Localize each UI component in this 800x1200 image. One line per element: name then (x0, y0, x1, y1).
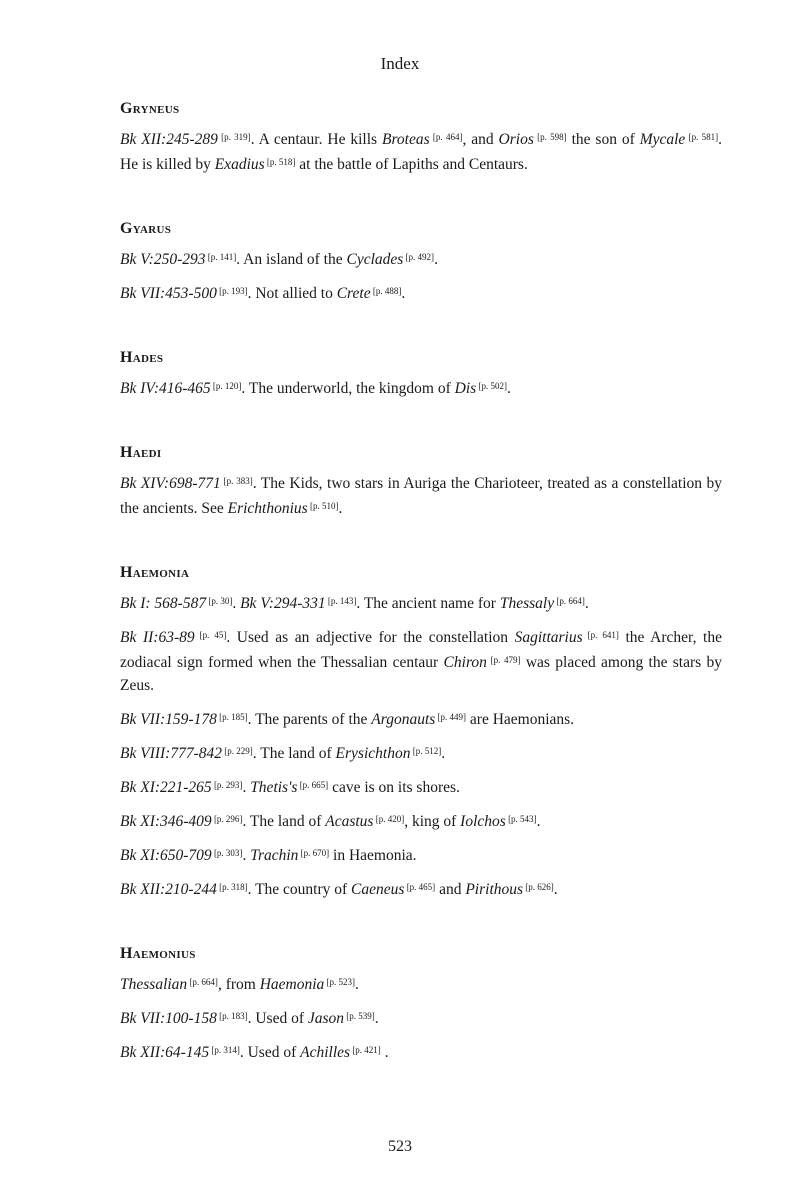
page-reference-link[interactable]: [p. 449] (435, 712, 467, 722)
entry-text: . (232, 595, 241, 612)
page-reference-link[interactable]: [p. 193] (216, 286, 248, 296)
entry-text: . The land of (252, 745, 336, 762)
entry-text: . The country of (247, 881, 352, 898)
page-reference-link[interactable]: [p. 141] (205, 252, 237, 262)
page-reference-link[interactable]: [p. 45] (194, 630, 227, 640)
page-reference-link[interactable]: [p. 314] (209, 1045, 240, 1055)
entry-reference-text: Haemonia (259, 976, 325, 993)
entry-reference-text: Thetis's (250, 779, 298, 796)
entry-text: , king of (404, 813, 461, 830)
entry-paragraph (120, 1005, 722, 1030)
entry-text: . A centaur. He kills (250, 131, 382, 148)
entry-text: . (338, 500, 343, 517)
entry-reference-text: Bk XIV:698-771 (120, 475, 221, 492)
entry-reference-text: Bk I: 568-587 (120, 595, 207, 612)
entry-reference-text: Bk IV:416-465 (120, 380, 211, 397)
entry-reference-text: Cyclades (346, 251, 404, 268)
entry-text: was placed among the stars by Zeus. (120, 654, 722, 694)
entry-text: . (553, 881, 558, 898)
page-reference-link[interactable]: [p. 183] (216, 1011, 248, 1021)
entry-text: , and (462, 131, 499, 148)
entry-reference-text: Jason (307, 1010, 345, 1027)
entry-paragraph (120, 375, 722, 400)
entry-paragraph (120, 842, 722, 867)
entry-reference-text: Dis (454, 380, 477, 397)
entry-paragraph (120, 246, 722, 271)
entry-text: . The Kids, two stars in Auriga the Charioteer, treated as a constellation by the ancients. See (120, 475, 723, 517)
entry-text: . (374, 1010, 379, 1027)
entry-text: . (536, 813, 541, 830)
page-reference-link[interactable]: [p. 465] (404, 882, 436, 892)
entry-reference-text: Erysichthon (335, 745, 411, 762)
entry-paragraph (120, 706, 722, 731)
entry-reference-text: Mycale (639, 131, 686, 148)
entry-reference-text: Trachin (250, 847, 299, 864)
page-reference-link[interactable]: [p. 488] (370, 286, 402, 296)
page-reference-link[interactable]: [p. 318] (216, 882, 248, 892)
entry-reference-text: Bk VIII:777-842 (120, 745, 222, 762)
entry-reference-text: Iolchos (460, 813, 506, 830)
entry-title: Gyarus (120, 220, 172, 237)
entry-reference-text: Bk VII:100-158 (120, 1010, 217, 1027)
entry-paragraph (120, 470, 722, 520)
entry-text: . The ancient name for (356, 595, 500, 612)
entry-reference-text: Crete (336, 285, 371, 302)
entry-reference-text: Bk XII:210-244 (120, 881, 217, 898)
entry-reference-text: Bk VII:453-500 (120, 285, 217, 302)
entry-reference-text: Bk VII:159-178 (120, 711, 217, 728)
entry-text: . The parents of the (247, 711, 372, 728)
page-reference-link[interactable]: [p. 510] (307, 501, 339, 511)
page-reference-link[interactable]: [p. 319] (217, 132, 251, 142)
entry-text: . The underworld, the kingdom of (241, 380, 455, 397)
entry-paragraph (120, 126, 722, 176)
entry-text: the Archer, the zodiacal sign formed when the Thessalian centaur (120, 629, 722, 671)
entry-reference-text: Chiron (443, 654, 487, 671)
entry-reference-text: Bk XI:221-265 (120, 779, 212, 796)
entry-reference-text: Pirithous (465, 881, 524, 898)
entry-reference-text: Acastus (325, 813, 374, 830)
page-reference-link[interactable]: [p. 581] (685, 132, 719, 142)
page-reference-link[interactable]: [p. 512] (410, 746, 442, 756)
entry-reference-text: Caeneus (351, 881, 405, 898)
index-entry (120, 220, 722, 305)
running-header: Index (380, 54, 420, 73)
entry-reference-text: Exadius (214, 156, 265, 173)
entry-text: . (434, 251, 438, 268)
index-entry (120, 564, 722, 901)
index-entry (120, 945, 722, 1064)
page-number: 523 (388, 1138, 412, 1155)
entry-text: cave is on its shores. (328, 779, 460, 796)
entry-reference-text: Argonauts (371, 711, 436, 728)
page-reference-link[interactable]: [p. 641] (582, 630, 619, 640)
entry-paragraph (120, 740, 722, 765)
entry-reference-text: Achilles (300, 1044, 351, 1061)
page-reference-link[interactable]: [p. 185] (216, 712, 248, 722)
entry-text: . (380, 1044, 389, 1061)
entry-text: . Used of (239, 1044, 301, 1061)
index-content (120, 100, 722, 1108)
entry-text: . (506, 380, 511, 397)
page-reference-link[interactable]: [p. 303] (211, 848, 243, 858)
page-reference-link[interactable]: [p. 670] (298, 848, 330, 858)
entry-text: , from (217, 976, 260, 993)
entry-reference-text: Bk XII:245-289 (120, 131, 218, 148)
page-reference-link[interactable]: [p. 665] (297, 780, 329, 790)
entry-paragraph (120, 971, 722, 996)
page-reference-link[interactable]: [p. 383] (220, 476, 253, 486)
entry-text: . (401, 285, 406, 302)
entry-paragraph (120, 280, 722, 305)
entry-title: Haedi (120, 444, 162, 461)
page-reference-link[interactable]: [p. 518] (264, 157, 296, 167)
entry-reference-text: Bk XI:650-709 (120, 847, 212, 864)
entry-text: the son of (566, 131, 640, 148)
page-reference-link[interactable]: [p. 626] (523, 882, 554, 892)
page-reference-link[interactable]: [p. 664] (187, 977, 218, 987)
entry-text: are Haemonians. (466, 711, 575, 728)
page-reference-link[interactable]: [p. 296] (211, 814, 243, 824)
entry-reference-text: Thessalian (120, 976, 188, 993)
entry-text: . Used of (247, 1010, 308, 1027)
page-reference-link[interactable]: [p. 502] (476, 381, 507, 391)
entry-text: in Haemonia. (329, 847, 417, 864)
entry-text: and (435, 881, 466, 898)
entry-text: . (355, 976, 359, 993)
index-entry (120, 444, 722, 520)
entry-reference-text: Broteas (381, 131, 430, 148)
page-reference-link[interactable]: [p. 420] (373, 814, 405, 824)
entry-paragraph (120, 1039, 722, 1064)
entry-paragraph (120, 624, 722, 697)
entry-text: at the battle of Lapiths and Centaurs. (295, 156, 528, 173)
page-reference-link[interactable]: [p. 143] (325, 596, 357, 606)
entry-paragraph (120, 774, 722, 799)
entry-text: . An island of the (236, 251, 347, 268)
entry-text: . The land of (242, 813, 326, 830)
entry-text: . (242, 847, 251, 864)
page-reference-link[interactable]: [p. 539] (344, 1011, 375, 1021)
entry-title: Gryneus (120, 100, 180, 117)
entry-title: Hades (120, 349, 164, 366)
page-reference-link[interactable]: [p. 523] (324, 977, 356, 987)
page-reference-link[interactable]: [p. 293] (211, 780, 243, 790)
entry-text: . (584, 595, 589, 612)
entry-reference-text: Bk II:63-89 (120, 629, 195, 646)
entry-reference-text: Bk V:294-331 (240, 595, 326, 612)
entry-text: . Used as an adjective for the constellation (226, 629, 515, 646)
page-reference-link[interactable]: [p. 492] (403, 252, 435, 262)
entry-reference-text: Sagittarius (514, 629, 583, 646)
entry-text: . He is killed by (120, 131, 722, 173)
entry-text: . Not allied to (247, 285, 337, 302)
entry-text: . (441, 745, 446, 762)
page-reference-link[interactable]: [p. 464] (429, 132, 463, 142)
entry-reference-text: Thessaly (499, 595, 555, 612)
entry-paragraph (120, 590, 722, 615)
entry-paragraph (120, 808, 722, 833)
index-entry (120, 100, 722, 176)
page-reference-link[interactable]: [p. 229] (222, 746, 253, 756)
page-reference-link[interactable]: [p. 543] (505, 814, 537, 824)
page-reference-link[interactable]: [p. 479] (486, 655, 521, 665)
entry-reference-text: Bk XI:346-409 (120, 813, 212, 830)
page-reference-link[interactable]: [p. 664] (554, 596, 585, 606)
entry-reference-text: Bk XII:64-145 (120, 1044, 210, 1061)
entry-reference-text: Orios (498, 131, 534, 148)
entry-title: Haemonia (120, 564, 190, 581)
page-reference-link[interactable]: [p. 120] (210, 381, 242, 391)
index-entry (120, 349, 722, 400)
entry-paragraph (120, 876, 722, 901)
page-reference-link[interactable]: [p. 421] (350, 1045, 381, 1055)
entry-title: Haemonius (120, 945, 196, 962)
entry-text: . (242, 779, 251, 796)
entry-reference-text: Erichthonius (227, 500, 308, 517)
page-reference-link[interactable]: [p. 598] (533, 132, 567, 142)
entry-reference-text: Bk V:250-293 (120, 251, 206, 268)
page-reference-link[interactable]: [p. 30] (206, 596, 233, 606)
